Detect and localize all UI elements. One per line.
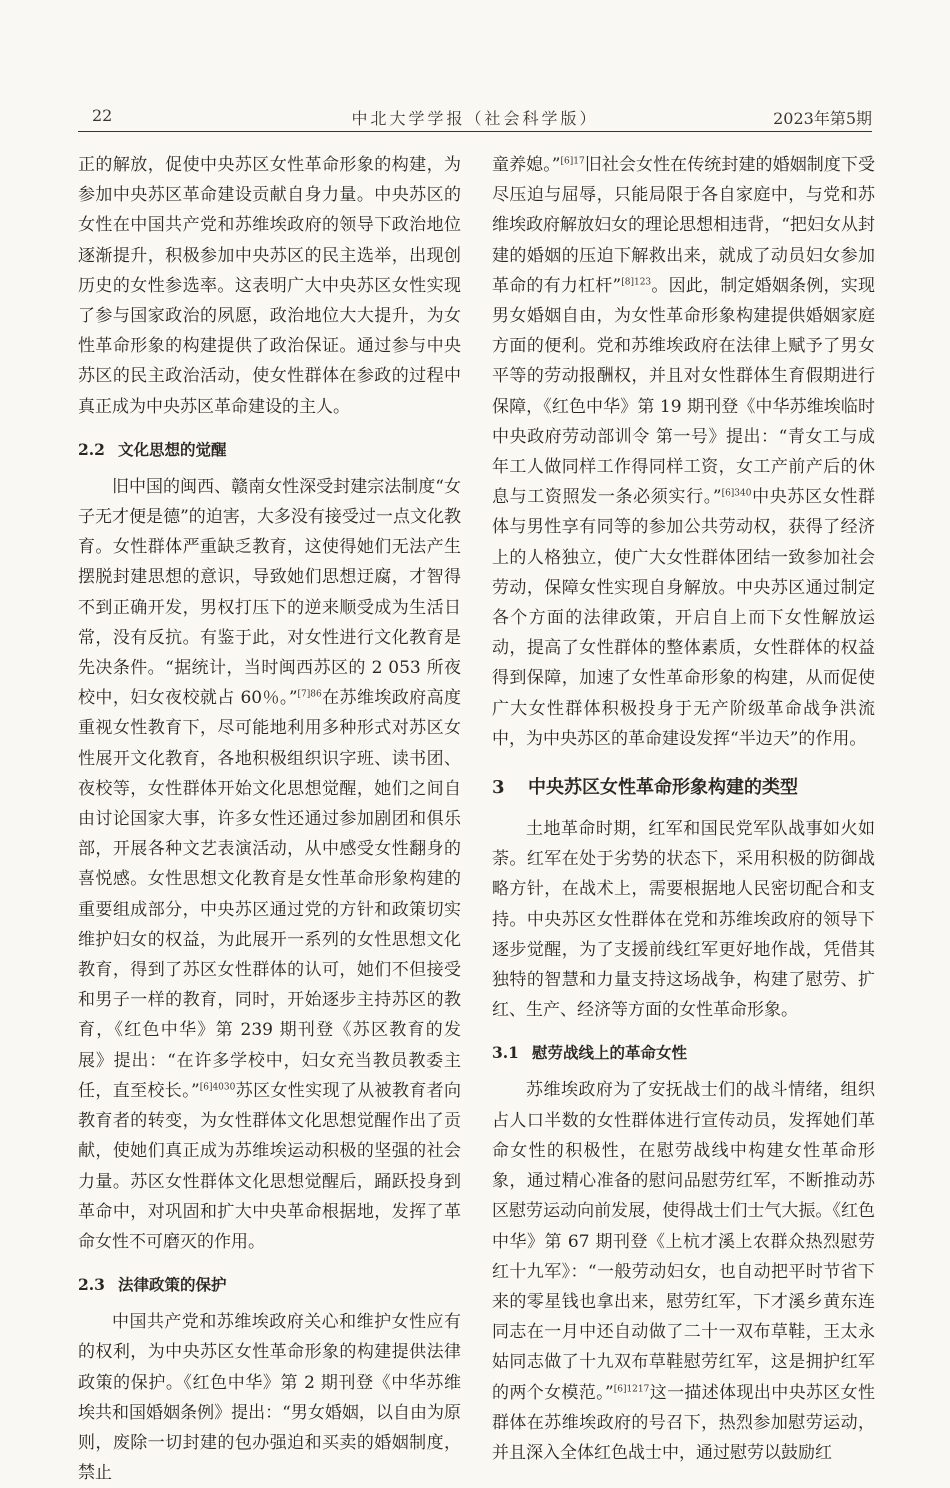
citation-ref: [7]86	[297, 689, 322, 700]
citation-ref: [8]123	[621, 277, 652, 288]
section-heading-2-3	[78, 1267, 461, 1303]
section-title: 法律政策的保护	[118, 1276, 227, 1295]
citation-ref: [6]4030	[199, 1082, 236, 1093]
page-header	[78, 104, 872, 134]
section-title: 文化思想的觉醒	[118, 440, 227, 459]
law-paragraph: 中国共产党和苏维埃政府关心和维护女性应有的权利，为中央苏区女性革命形象的构建提供法律政策的保护。《红色中华》第 2 期刊登《中华苏维埃共和国婚姻条例》提出：“男女婚姻，以自由为原则，废除一切封建的包办强迫和买卖的婚姻制度，禁止	[78, 1312, 461, 1484]
section-heading-3	[492, 768, 875, 808]
citation-ref: [6]1217	[613, 1383, 650, 1394]
section-title: 慰劳战线上的革命女性	[532, 1044, 688, 1063]
section-title: 中央苏区女性革命形象构建的类型	[528, 777, 798, 799]
citation-ref: [6]340	[721, 488, 752, 499]
section-number: 2.3	[78, 1275, 105, 1295]
culture-paragraph: 旧中国的闽西、赣南女性深受封建宗法制度“女子无才便是德”的迫害，大多没有接受过一点文化教育。女性群体严重缺乏教育，这使得她们无法产生摆脱封建思想的意识，导致她们思想迂腐，才智得不到正确开发，男权打压下的逆来顺受成为生活日常，没有反抗。有鉴于此，对女性进行文化教育是先决条件。“据统计，当时闽西苏区的 2 053 所夜校中，妇女夜校就占 60％。”$^{[7]86}$在苏维埃政府高度重视女性教育下，尽可能地利用多种形式对苏区女性展开文化教育，各地积极组织识字班、读书团、夜校等，女性群体开始文化思想觉醒，她们之间自由讨论国家大事，许多女性还通过参加剧团和俱乐部，开展各种文艺表演活动，从中感受女性翻身的喜悦感。女性思想文化教育是女性革命形象构建的重要组成部分，中央苏区通过党的方针和政策切实维护妇女的权益，为此展开一系列的女性思想文化教育，得到了苏区女性群体的认可，她们不但接受和男子一样的教育，同时，开始逐步主持苏区的教育，《红色中华》第 239 期刊登《苏区教育的发展》提出：“在许多学校中，妇女充当教员教委主任，直至校长。”$^{[6]4030}$苏区女性实现了从被教育者向教育者的转变，为女性群体文化思想觉醒作出了贡献，使她们真正成为苏维埃运动积极的坚强的社会力量。苏区女性群体文化思想觉醒后，踊跃投身到革命中，对巩固和扩大中央革命根据地，发挥了革命女性不可磨灭的作用。	[78, 476, 462, 1252]
citation-ref: [6]17	[560, 156, 585, 167]
section-number: 3.1	[492, 1043, 519, 1063]
section-number: 3	[492, 777, 505, 799]
section-heading-3-1	[492, 1035, 875, 1071]
section-heading-2-2	[78, 432, 461, 468]
journal-title: 中北大学学报（社会科学版）	[351, 109, 599, 128]
issue-label: 2023年第5期	[773, 109, 872, 128]
section-number: 2.2	[78, 439, 105, 459]
header-rule	[78, 131, 872, 132]
comfort-paragraph: 苏维埃政府为了安抚战士们的战斗情绪，组织占人口半数的女性群体进行宣传动员，发挥她们革命女性的积极性，在慰劳战线中构建女性革命形象，通过精心准备的慰问品慰劳红军，不断推动苏区慰劳运动向前发展，使得战士们士气大振。《红色中华》第 67 期刊登《上杭才溪上农群众热烈慰劳红十九军》：“一般劳动妇女，也自动把平时节省下来的零星钱也拿出来，慰劳红军，下才溪乡黄东连同志在一月中还自动做了二十一双布草鞋，王太永姑同志做了十九双布草鞋慰劳红军，这是拥护红军的两个女模范。”$^{[6]1217}$这一描述体现出中央苏区女性群体在苏维埃政府的号召下，热烈参加慰劳运动，并且深入全体红色战士中，通过慰劳以鼓励红	[492, 1080, 876, 1463]
intro-paragraph: 正的解放，促使中央苏区女性革命形象的构建，为参加中央苏区革命建设贡献自身力量。中央苏区的女性在中国共产党和苏维埃政府的领导下政治地位逐渐提升，积极参加中央苏区的民主选举，出现创历史的女性参选率。这表明广大中央苏区女性实现了参与国家政治的夙愿，政治地位大大提升，为女性革命形象的构建提供了政治保证。通过参与中央苏区的民主政治活动，使女性群体在参政的过程中真正成为中央苏区革命建设的主人。	[78, 155, 461, 417]
law-paragraph-continued: 童养媳。”$^{[6]17}$旧社会女性在传统封建的婚姻制度下受尽压迫与屈辱，只能局限于各自家庭中，与党和苏维埃政府解放妇女的理论思想相违背，“把妇女从封建的婚姻的压迫下解救出来，就成了动员妇女参加革命的有力杠杆”$^{[8]123}$。因此，制定婚姻条例，实现男女婚姻自由，为女性革命形象构建提供婚姻家庭方面的便利。党和苏维埃政府在法律上赋予了男女平等的劳动报酬权，并且对女性群体生育假期进行保障，《红色中华》第 19 期刊登《中华苏维埃临时中央政府劳动部训令 第一号》提出：“青女工与成年工人做同样工作得同样工资，女工产前产后的休息与工资照发一条必须实行。”$^{[6]340}$中央苏区女性群体与男性享有同等的参加公共劳动权，获得了经济上的人格独立，使广大女性群体团结一致参加社会劳动，保障女性实现自身解放。中央苏区通过制定各个方面的法律政策，开启自上而下女性解放运动，提高了女性群体的整体素质，女性群体的权益得到保障，加速了女性革命形象的构建，从而促使广大女性群体积极投身于无产阶级革命战争洪流中，为中央苏区的革命建设发挥“半边天”的作用。	[492, 155, 876, 749]
right-column	[492, 150, 875, 1468]
types-paragraph: 土地革命时期，红军和国民党军队战事如火如荼。红军在处于劣势的状态下，采用积极的防御战略方针，在战术上，需要根据地人民密切配合和支持。中央苏区女性群体在党和苏维埃政府的领导下逐步觉醒，为了支援前线红军更好地作战，凭借其独特的智慧和力量支持这场战争，构建了慰劳、扩红、生产、经济等方面的女性革命形象。	[492, 819, 875, 1021]
left-column	[78, 150, 461, 1488]
page-number: 22	[92, 106, 113, 125]
